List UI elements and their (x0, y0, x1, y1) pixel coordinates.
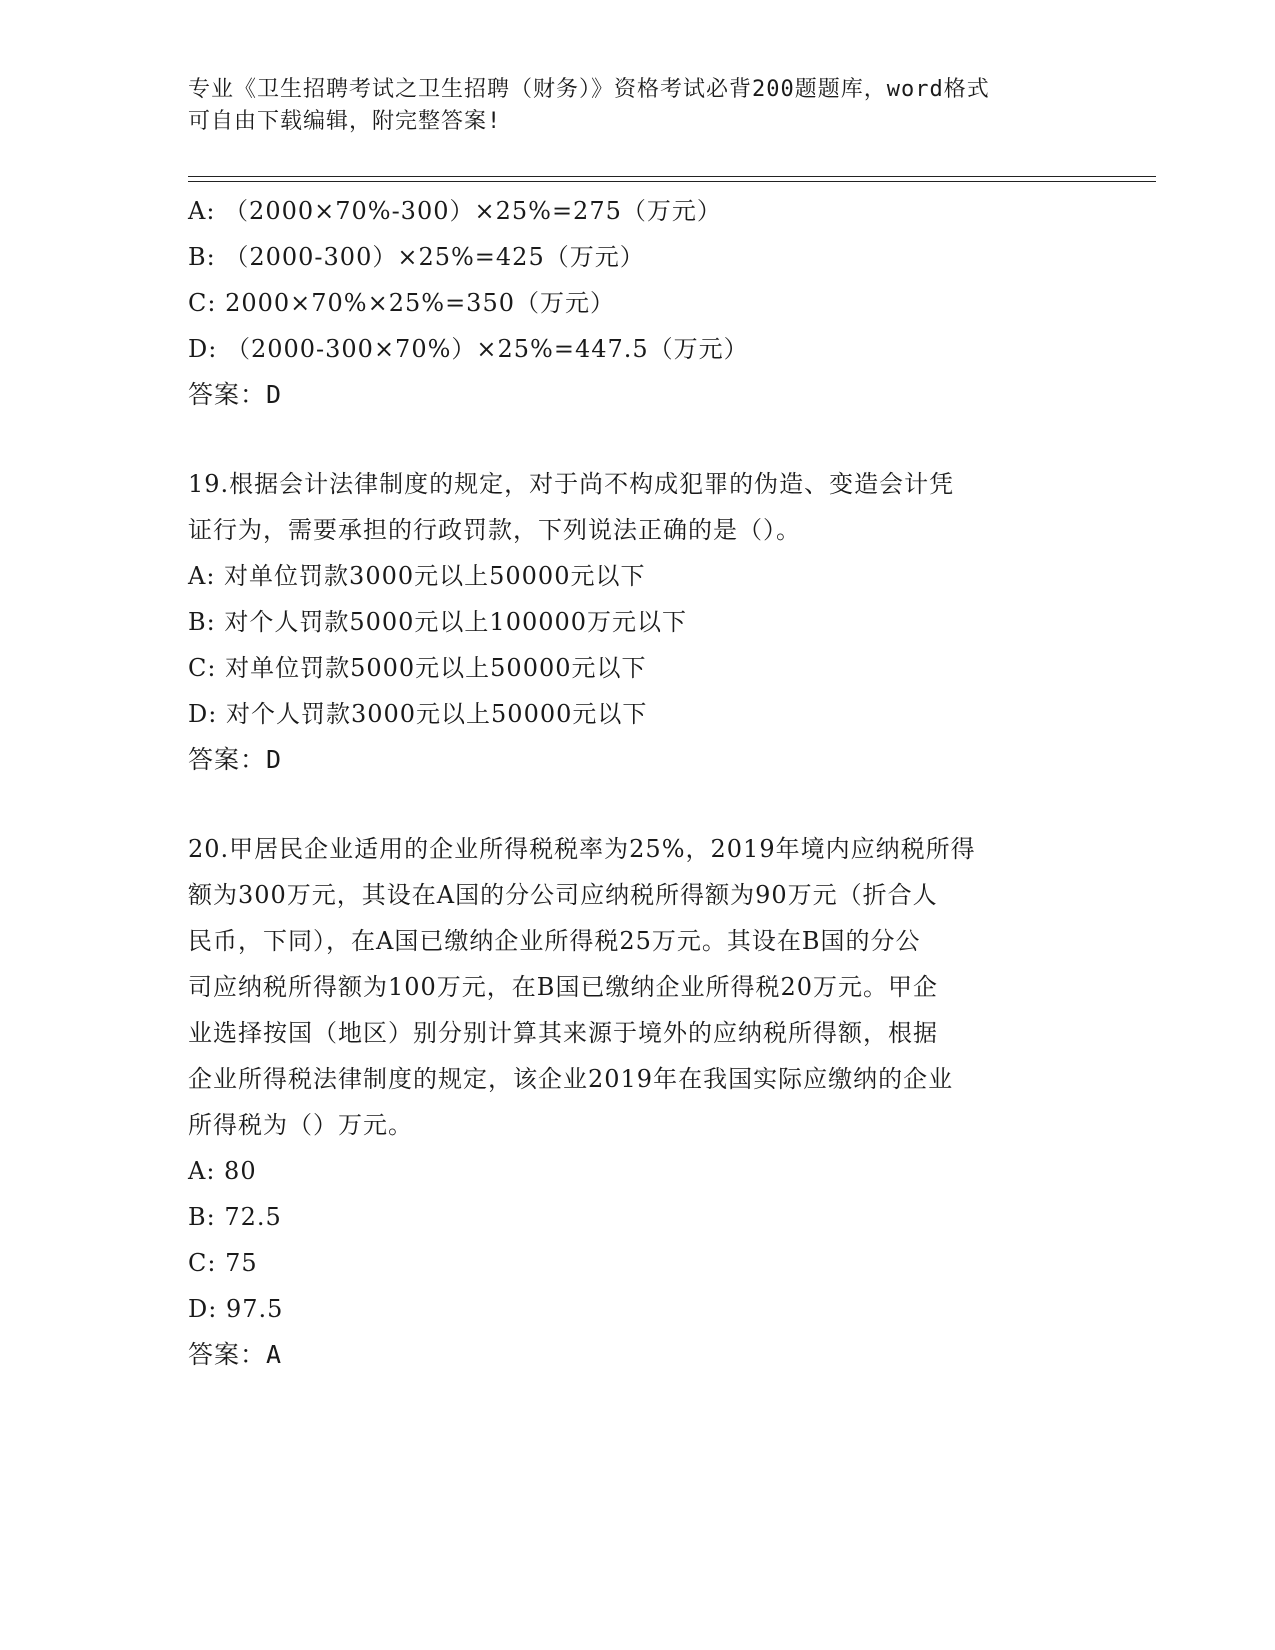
answer: 答案：D (188, 380, 283, 409)
option-a: A: 80 (188, 1157, 257, 1185)
option-b: B: 对个人罚款5000元以上100000万元以下 (188, 608, 688, 636)
question-text-line: 企业所得税法律制度的规定，该企业2019年在我国实际应缴纳的企业 (188, 1065, 954, 1093)
option-b: B: 72.5 (188, 1203, 282, 1231)
header-line-2: 可自由下载编辑，附完整答案! (188, 109, 502, 134)
question-19 (188, 461, 1088, 783)
answer: 答案：D (188, 745, 283, 774)
question-18 (188, 188, 1088, 418)
question-text-line: 证行为，需要承担的行政罚款，下列说法正确的是（）。 (188, 516, 801, 544)
question-text-line: 司应纳税所得额为100万元，在B国已缴纳企业所得税20万元。甲企 (188, 973, 938, 1001)
spacer (188, 418, 1088, 461)
option-d: D: 对个人罚款3000元以上50000元以下 (188, 700, 648, 728)
question-text-line: 20.甲居民企业适用的企业所得税税率为25%，2019年境内应纳税所得 (188, 835, 976, 863)
option-d: D: （2000-300×70%）×25%=447.5（万元） (188, 335, 749, 363)
header-line-1: 专业《卫生招聘考试之卫生招聘（财务）》资格考试必背200题题库，word格式 (188, 77, 990, 102)
question-text-line: 所得税为（）万元。 (188, 1111, 413, 1139)
option-c: C: 2000×70%×25%=350（万元） (188, 289, 615, 317)
option-d: D: 97.5 (188, 1295, 284, 1323)
question-text-line: 额为300万元，其设在A国的分公司应纳税所得额为90万元（折合人 (188, 881, 938, 909)
question-text-line: 民币，下同），在A国已缴纳企业所得税25万元。其设在B国的分公 (188, 927, 921, 955)
question-text-line: 19.根据会计法律制度的规定，对于尚不构成犯罪的伪造、变造会计凭 (188, 470, 955, 498)
header-divider-top (188, 176, 1156, 177)
option-c: C: 对单位罚款5000元以上50000元以下 (188, 654, 647, 682)
option-b: B: （2000-300）×25%=425（万元） (188, 243, 645, 271)
spacer (188, 783, 1088, 826)
document-body (188, 188, 1088, 1378)
option-a: A: 对单位罚款3000元以上50000元以下 (188, 562, 646, 590)
option-a: A: （2000×70%-300）×25%=275（万元） (188, 197, 722, 225)
question-20 (188, 826, 1088, 1378)
answer: 答案：A (188, 1340, 283, 1369)
question-text-line: 业选择按国（地区）别分别计算其来源于境外的应纳税所得额，根据 (188, 1019, 938, 1047)
header-divider-bottom (188, 181, 1156, 182)
option-c: C: 75 (188, 1249, 258, 1277)
document-header (188, 74, 1088, 138)
